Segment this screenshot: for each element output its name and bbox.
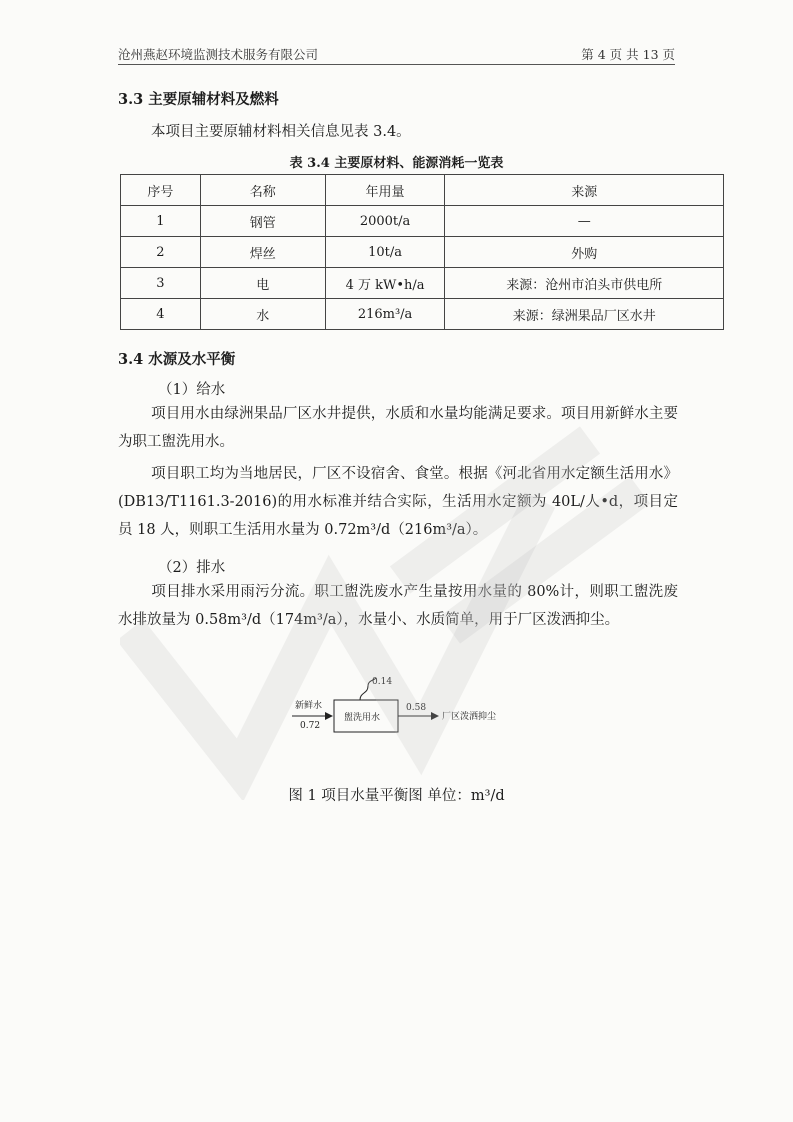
table-cell: 焊丝 bbox=[200, 237, 325, 268]
page-header bbox=[118, 40, 675, 65]
drainage-paragraph: 项目排水采用雨污分流。职工盥洗废水产生量按用水量的 80%计，则职工盥洗废水排放量为 0.58m³/d（174m³/a），水量小、水质简单，用于厂区泼洒抑尘。 bbox=[118, 584, 678, 628]
table-cell: 2000t/a bbox=[325, 206, 445, 237]
table-header-cell: 来源 bbox=[445, 175, 724, 206]
table-cell: 4 万 kW•h/a bbox=[325, 268, 445, 299]
water-balance-diagram bbox=[280, 670, 520, 740]
table-cell: 1 bbox=[121, 206, 201, 237]
table-cell: 2 bbox=[121, 237, 201, 268]
water-supply-paragraph-1: 项目用水由绿洲果品厂区水井提供，水质和水量均能满足要求。项目用新鲜水主要为职工盥洗用水。 bbox=[118, 406, 678, 450]
table-header-row bbox=[121, 175, 724, 206]
table-cell: 4 bbox=[121, 299, 201, 330]
section-3-4-heading: 3.4 水源及水平衡 bbox=[118, 351, 236, 368]
table-row bbox=[121, 206, 724, 237]
table-cell: 水 bbox=[200, 299, 325, 330]
water-supply-title: （1）给水 bbox=[158, 382, 226, 398]
drainage-title: （2）排水 bbox=[158, 560, 226, 576]
table-cell: 来源：沧州市泊头市供电所 bbox=[445, 268, 724, 299]
table-row bbox=[121, 237, 724, 268]
header-company: 沧州燕赵环境监测技术服务有限公司 bbox=[118, 47, 319, 62]
header-page-number: 第 4 页 共 13 页 bbox=[581, 47, 675, 62]
water-supply-paragraph-2: 项目职工均为当地居民，厂区不设宿舍、食堂。根据《河北省用水定额生活用水》(DB13/T1161.3-2016)的用水标准并结合实际，生活用水定额为 40L/人•d，项目定员 18 人，则职工生活用水量为 0.72m³/d（216m³/a）。 bbox=[118, 466, 678, 538]
table-header-cell: 年用量 bbox=[325, 175, 445, 206]
table-cell: 电 bbox=[200, 268, 325, 299]
table-row bbox=[121, 268, 724, 299]
table-row bbox=[121, 299, 724, 330]
figure-caption: 图 1 项目水量平衡图 单位：m³/d bbox=[288, 788, 505, 804]
diagram-box-label: 盥洗用水 bbox=[344, 713, 381, 723]
diagram-output-label: 厂区泼洒抑尘 bbox=[442, 712, 497, 722]
table-caption: 表 3.4 主要原材料、能源消耗一览表 bbox=[289, 156, 504, 171]
table-header-cell: 名称 bbox=[200, 175, 325, 206]
section-3-3-heading: 3.3 主要原辅材料及燃料 bbox=[118, 91, 279, 108]
table-cell: 3 bbox=[121, 268, 201, 299]
diagram-input-label: 新鲜水 bbox=[295, 701, 323, 711]
table-cell: 10t/a bbox=[325, 237, 445, 268]
diagram-input-value: 0.72 bbox=[300, 721, 321, 731]
diagram-loss-value: 0.14 bbox=[372, 677, 393, 687]
table-cell: 钢管 bbox=[200, 206, 325, 237]
table-cell: 216m³/a bbox=[325, 299, 445, 330]
table-header-cell: 序号 bbox=[121, 175, 201, 206]
diagram-output-value: 0.58 bbox=[406, 703, 427, 713]
section-3-3-intro: 本项目主要原辅材料相关信息见表 3.4。 bbox=[151, 124, 411, 140]
table-cell: 外购 bbox=[445, 237, 724, 268]
table-cell: — bbox=[445, 206, 724, 237]
materials-table bbox=[120, 174, 724, 330]
table-cell: 来源：绿洲果品厂区水井 bbox=[445, 299, 724, 330]
